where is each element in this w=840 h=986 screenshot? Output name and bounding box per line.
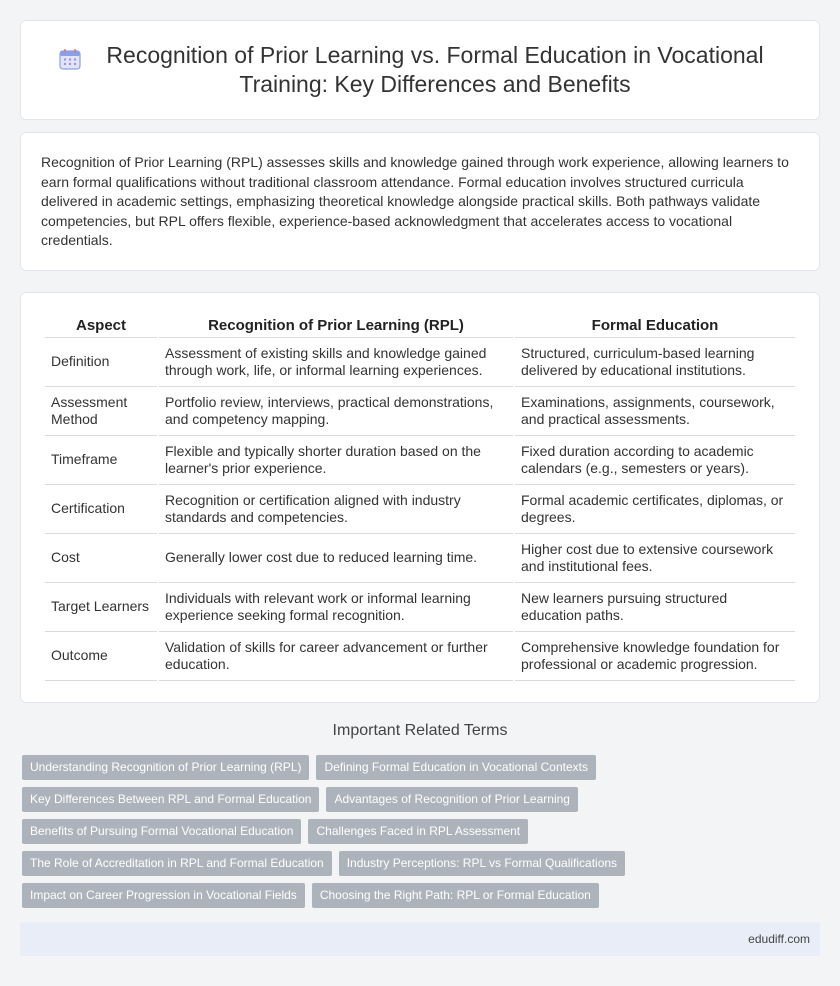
related-terms-title: Important Related Terms <box>332 722 508 739</box>
related-term-tag[interactable]: Industry Perceptions: RPL vs Formal Qualifications <box>339 851 625 876</box>
table-header-row <box>45 313 795 338</box>
table-row <box>45 436 795 485</box>
rpl-cell: Assessment of existing skills and knowledge gained through work, life, or informal learning experiences. <box>159 338 513 387</box>
table-row <box>45 338 795 387</box>
formal-cell: Fixed duration according to academic calendars (e.g., semesters or years). <box>515 436 795 485</box>
related-term-tag[interactable]: Defining Formal Education in Vocational Contexts <box>316 755 595 780</box>
formal-cell: Examinations, assignments, coursework, and practical assessments. <box>515 387 795 436</box>
table-row <box>45 632 795 681</box>
related-term-tag[interactable]: The Role of Accreditation in RPL and Formal Education <box>22 851 332 876</box>
formal-cell: Higher cost due to extensive coursework and institutional fees. <box>515 534 795 583</box>
rpl-cell: Recognition or certification aligned with industry standards and competencies. <box>159 485 513 534</box>
header-formal: Formal Education <box>515 313 795 338</box>
aspect-cell: Certification <box>45 485 157 534</box>
related-term-tag[interactable]: Benefits of Pursuing Formal Vocational Education <box>22 819 301 844</box>
rpl-cell: Individuals with relevant work or informal learning experience seeking formal recognition. <box>159 583 513 632</box>
aspect-cell: Definition <box>45 338 157 387</box>
related-term-tag[interactable]: Challenges Faced in RPL Assessment <box>308 819 528 844</box>
formal-cell: Comprehensive knowledge foundation for professional or academic progression. <box>515 632 795 681</box>
table-row <box>45 583 795 632</box>
related-term-tag[interactable]: Choosing the Right Path: RPL or Formal Education <box>312 883 599 908</box>
rpl-cell: Portfolio review, interviews, practical demonstrations, and competency mapping. <box>159 387 513 436</box>
intro-paragraph: Recognition of Prior Learning (RPL) assesses skills and knowledge gained through work experience, allowing learners to earn formal qualifications without traditional classroom attendance. Formal education involves structured curricula delivered in academic settings, emphasizing theoretical knowledge alongside practical skills. Both pathways validate competencies, but RPL offers flexible, experience-based acknowledgment that accelerates access to vocational credentials. <box>41 154 789 248</box>
related-term-tag[interactable]: Impact on Career Progression in Vocational Fields <box>22 883 305 908</box>
aspect-cell: Outcome <box>45 632 157 681</box>
footer-site-link[interactable]: edudiff.com <box>748 932 810 946</box>
tag-row <box>22 851 822 876</box>
related-term-tag[interactable]: Understanding Recognition of Prior Learning (RPL) <box>22 755 309 780</box>
table-row <box>45 387 795 436</box>
formal-cell: Formal academic certificates, diplomas, or degrees. <box>515 485 795 534</box>
tag-row <box>22 787 822 812</box>
footer <box>20 922 820 956</box>
tag-row <box>22 755 822 780</box>
calendar-icon <box>59 48 81 70</box>
related-term-tag[interactable]: Key Differences Between RPL and Formal Education <box>22 787 319 812</box>
related-term-tag[interactable]: Advantages of Recognition of Prior Learning <box>326 787 577 812</box>
table-row <box>45 485 795 534</box>
aspect-cell: Cost <box>45 534 157 583</box>
tag-row <box>22 819 822 844</box>
formal-cell: Structured, curriculum-based learning delivered by educational institutions. <box>515 338 795 387</box>
table-row <box>45 534 795 583</box>
rpl-cell: Generally lower cost due to reduced learning time. <box>159 534 513 583</box>
tag-row <box>22 883 822 908</box>
comparison-card <box>20 292 820 703</box>
aspect-cell: Target Learners <box>45 583 157 632</box>
title-card <box>20 20 820 120</box>
header-aspect: Aspect <box>45 313 157 338</box>
rpl-cell: Flexible and typically shorter duration based on the learner's prior experience. <box>159 436 513 485</box>
aspect-cell: Assessment Method <box>45 387 157 436</box>
header-rpl: Recognition of Prior Learning (RPL) <box>159 313 513 338</box>
rpl-cell: Validation of skills for career advancement or further education. <box>159 632 513 681</box>
related-terms-list <box>22 755 822 915</box>
aspect-cell: Timeframe <box>45 436 157 485</box>
comparison-table <box>43 313 797 681</box>
intro-card <box>20 132 820 271</box>
page-title: Recognition of Prior Learning vs. Formal Education in Vocational Training: Key Differences and Benefits <box>106 42 764 97</box>
formal-cell: New learners pursuing structured education paths. <box>515 583 795 632</box>
